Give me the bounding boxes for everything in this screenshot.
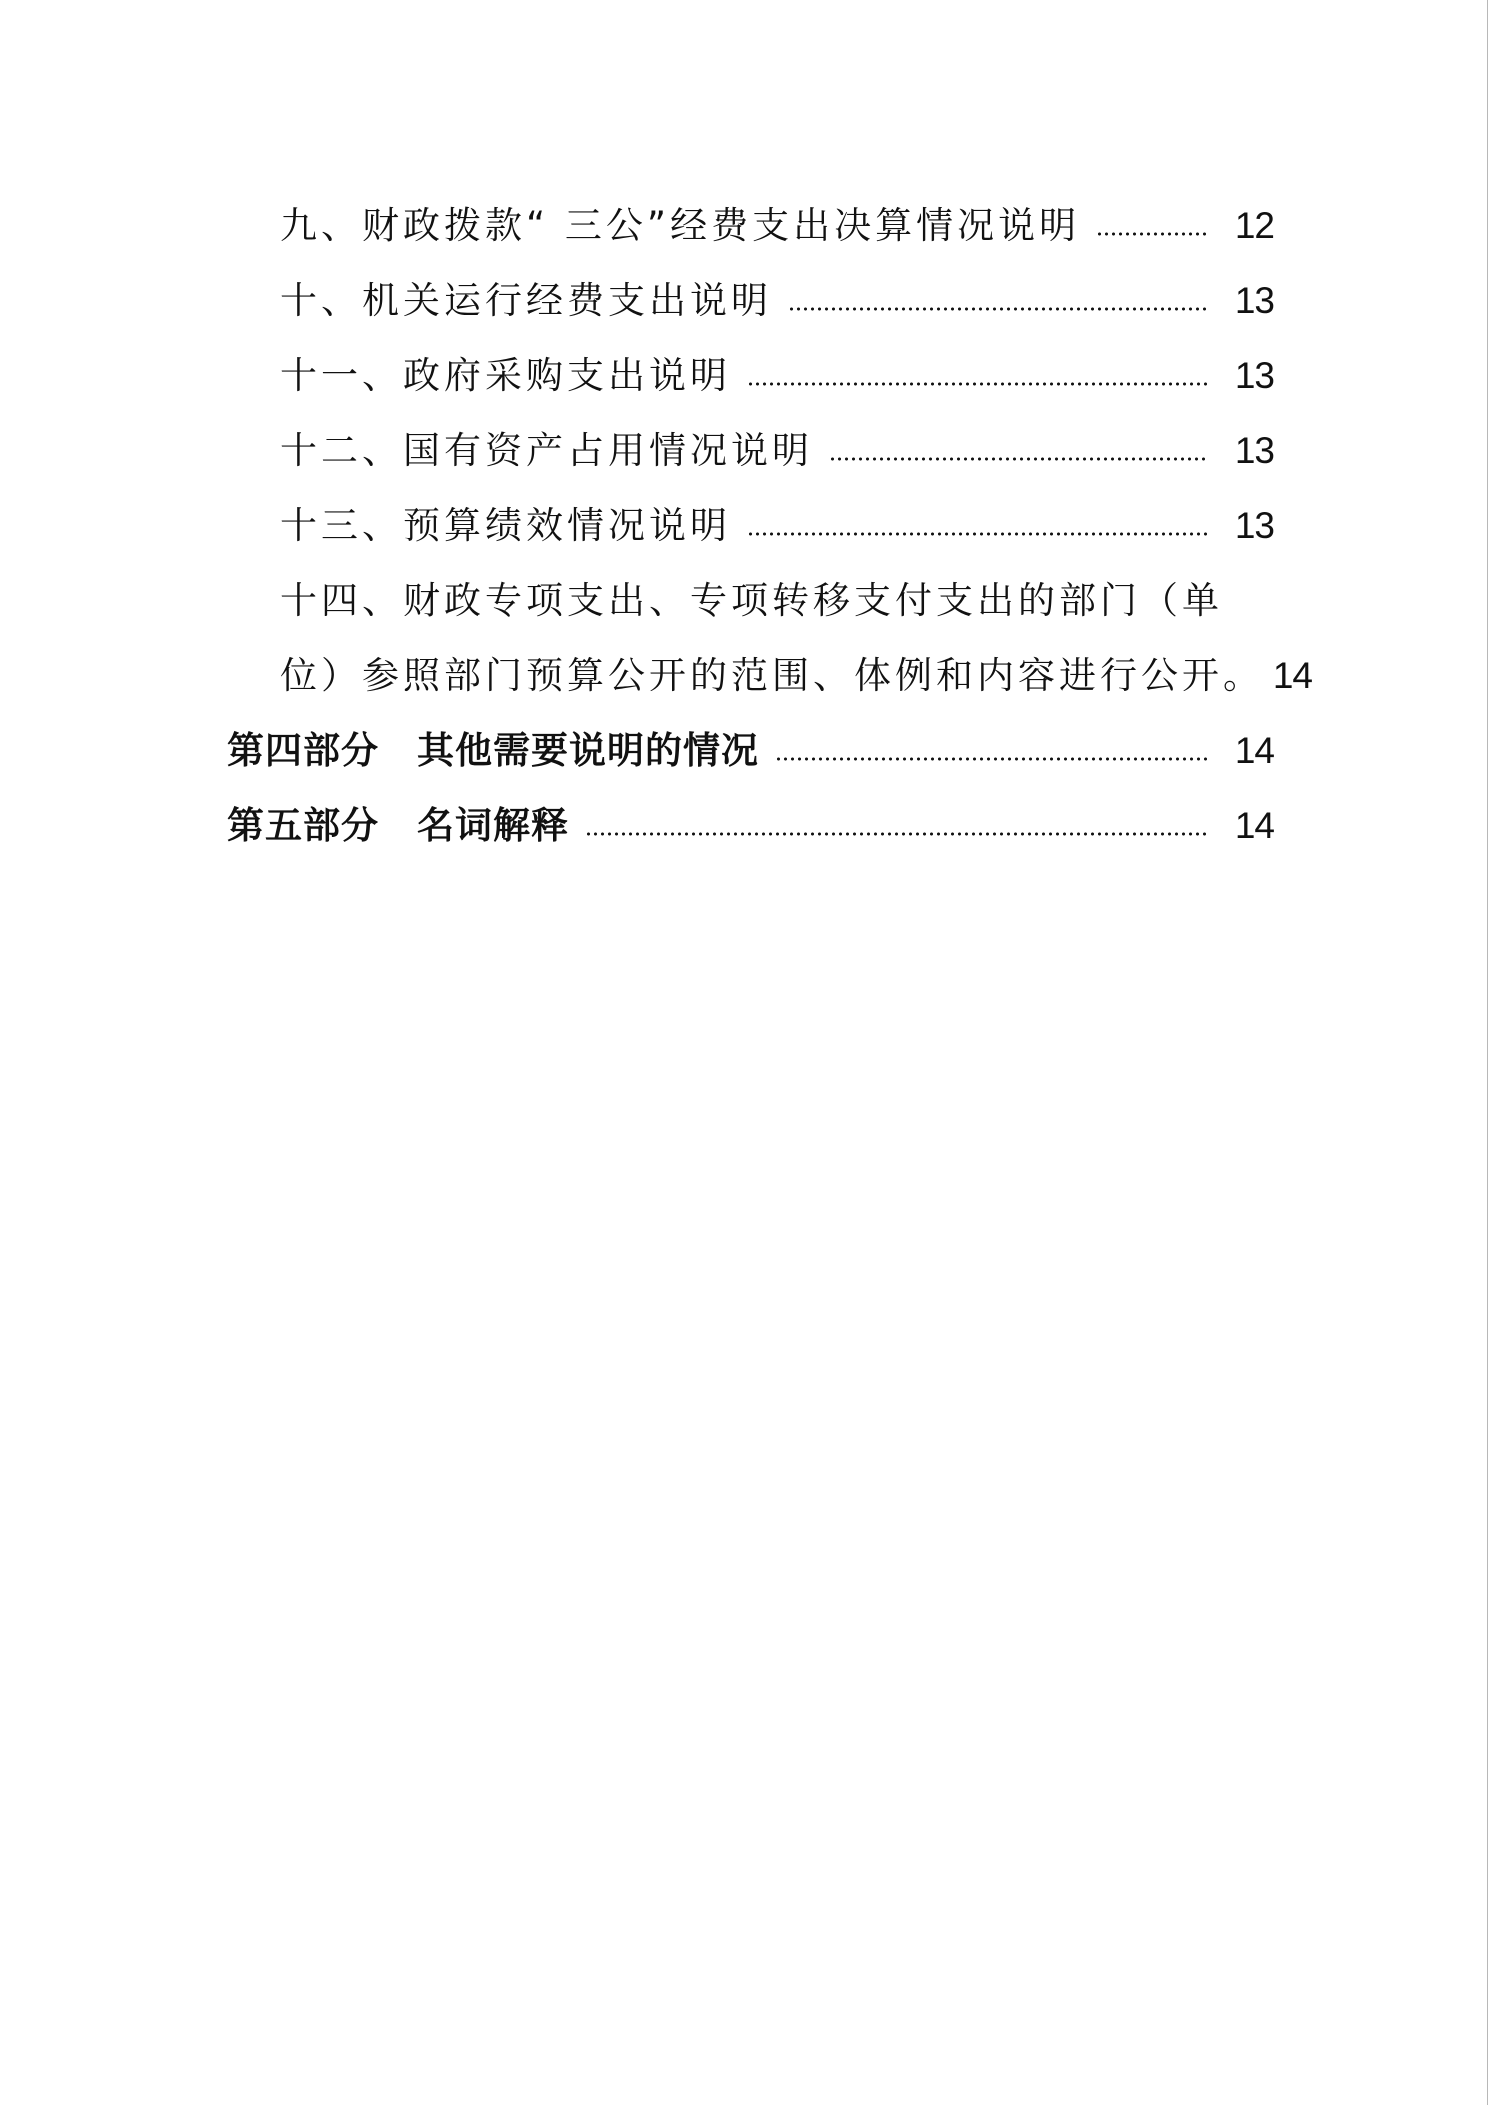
toc-dot-leader bbox=[1096, 232, 1208, 236]
toc-dot-leader bbox=[747, 532, 1208, 536]
toc-entry[interactable] bbox=[280, 196, 1274, 256]
toc-dot-leader bbox=[747, 382, 1208, 386]
toc-dot-leader bbox=[775, 757, 1208, 761]
toc-dot-leader bbox=[829, 457, 1208, 461]
toc-page-number: 13 bbox=[1234, 355, 1274, 396]
toc-part-title: 第四部分 其他需要说明的情况 bbox=[227, 729, 759, 772]
toc-dot-leader bbox=[585, 832, 1208, 836]
toc-entry[interactable] bbox=[280, 346, 1274, 406]
toc-entry-title: 十二、国有资产占用情况说明 bbox=[280, 429, 813, 472]
toc-entry-title: 九、财政拨款“ 三公”经费支出决算情况说明 bbox=[280, 204, 1081, 247]
toc-entry-title: 十三、预算绩效情况说明 bbox=[280, 504, 731, 547]
toc-entry-multiline[interactable] bbox=[280, 571, 1274, 631]
toc-entry-title-line2: 位）参照部门预算公开的范围、体例和内容进行公开。 bbox=[280, 654, 1264, 697]
toc-page-number: 12 bbox=[1234, 205, 1274, 246]
toc-entry-title-line1: 十四、财政专项支出、专项转移支付支出的部门（单 bbox=[280, 579, 1223, 622]
toc-page-number: 13 bbox=[1234, 430, 1274, 471]
toc-page-number: 13 bbox=[1234, 280, 1274, 321]
toc-dot-leader bbox=[788, 307, 1208, 311]
toc-entry[interactable] bbox=[280, 496, 1274, 556]
toc-entry-title: 十一、政府采购支出说明 bbox=[280, 354, 731, 397]
toc-part-title: 第五部分 名词解释 bbox=[227, 804, 569, 847]
toc-page-number: 14 bbox=[1234, 730, 1274, 771]
toc-page-number: 13 bbox=[1234, 505, 1274, 546]
toc-part-entry[interactable] bbox=[227, 721, 1274, 781]
toc-entry[interactable] bbox=[280, 271, 1274, 331]
toc-page-number: 14 bbox=[1272, 655, 1312, 696]
toc-entry-continuation[interactable] bbox=[280, 646, 1312, 706]
toc-page-number: 14 bbox=[1234, 805, 1274, 846]
toc-part-entry[interactable] bbox=[227, 796, 1274, 856]
toc-entry[interactable] bbox=[280, 421, 1274, 481]
toc-entry-title: 十、机关运行经费支出说明 bbox=[280, 279, 772, 322]
